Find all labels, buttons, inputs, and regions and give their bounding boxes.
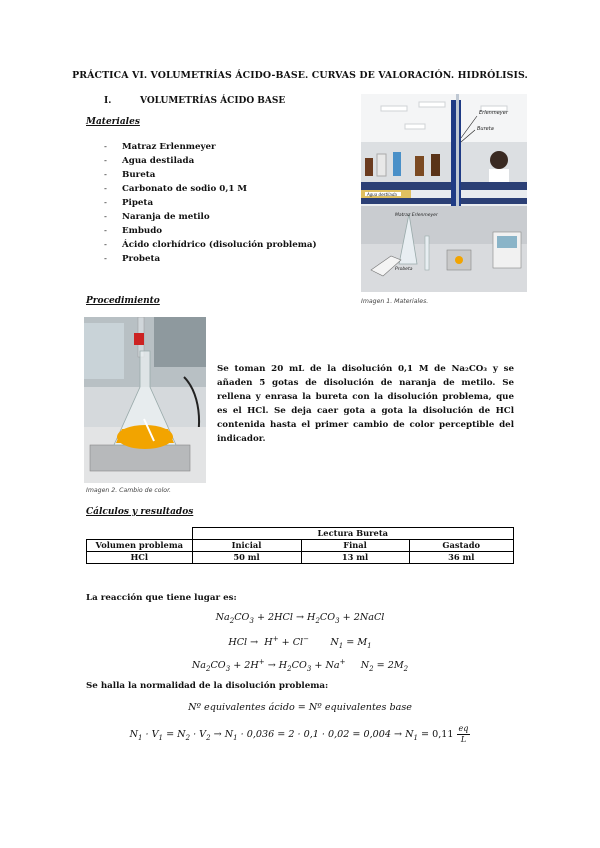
materials-heading: Materiales — [86, 117, 140, 127]
list-item: - Bureta — [104, 170, 156, 180]
image-label: Bureta — [477, 126, 494, 132]
equation-normality: $N_1 \cdot V_1 = N_2 \cdot V_2 \to N_1 \cdot 0,036 = 2 \cdot 0,1 \cdot 0,02 = 0,004 \to N_1 = 0,11$ $\frac{eq}{L}$ — [129, 724, 469, 744]
reaction-intro: La reacción que tiene lugar es: — [86, 593, 237, 603]
results-table — [86, 527, 514, 564]
equation-1: $Na_2CO_3 + 2HCl \to H_2CO_3$ + 2NaCl — [215, 612, 385, 625]
procedure-text: Se toman 20 mL de la disolución 0,1 M de Na₂CO₃ y se añaden 5 gotas de disolución de naranja de metilo. Se rellena y enrasa la bureta con la disolución problema, que es el HCl. Se deja caer gota a gota la disolución de HCl contenida hasta el primer cambio de color perceptible del indicador. — [217, 364, 514, 444]
page-title: PRÁCTICA VI. VOLUMETRÍAS ÁCIDO-BASE. CURVAS DE VALORACIÓN. HIDRÓLISIS. — [72, 70, 528, 81]
procedure-heading: Procedimiento — [86, 296, 160, 306]
table-cell: 36 ml — [409, 552, 514, 564]
image-label: Agua destilada — [367, 192, 397, 197]
image-label: Probeta — [395, 267, 413, 272]
table-row — [87, 552, 514, 564]
list-item: - Agua destilada — [104, 156, 195, 166]
image-caption: Imagen 2. Cambio de color. — [86, 487, 172, 494]
normality-intro: Se halla la normalidad de la disolución problema: — [86, 681, 329, 691]
image-label: Matraz Erlenmeyer — [395, 213, 438, 218]
equation-3: $Na_2CO_3 + 2H^+ \to H_2CO_3 + Na^+$ $N_2 = 2M_2$ — [191, 658, 409, 674]
section-heading — [104, 96, 285, 106]
list-item: - Probeta — [104, 254, 161, 264]
materials-photo — [361, 94, 527, 292]
unit-fraction: $\frac{eq}{L}$ — [458, 724, 469, 744]
section-title: VOLUMETRÍAS ÁCIDO BASE — [140, 96, 286, 106]
list-item: - Embudo — [104, 226, 163, 236]
table-column-header: Gastado — [409, 540, 514, 552]
table-cell: 50 ml — [192, 552, 301, 564]
table-cell: HCl — [87, 552, 193, 564]
color-change-photo — [84, 317, 206, 483]
equation-equivalents: Nº equivalentes ácido = Nº equivalentes base — [188, 702, 412, 713]
section-number: I. — [104, 96, 112, 106]
image-label: Erlenmeyer — [479, 110, 508, 116]
table-cell: 13 ml — [301, 552, 409, 564]
list-item: - Carbonato de sodio 0,1 M — [104, 184, 248, 194]
table-column-header: Final — [301, 540, 409, 552]
table-group-header: Lectura Bureta — [192, 528, 514, 540]
equation-2: HCl → H+ + Cl− $N_1 = M_1$ — [228, 635, 372, 651]
result-value: 0,11 — [432, 729, 454, 740]
table-row-header: Volumen problema — [87, 540, 193, 552]
list-item: - Matraz Erlenmeyer — [104, 142, 216, 152]
results-heading: Cálculos y resultados — [86, 507, 194, 517]
list-item: - Pipeta — [104, 198, 154, 208]
table-column-header: Inicial — [192, 540, 301, 552]
list-item: - Ácido clorhídrico (disolución problema) — [104, 240, 317, 250]
materials-list — [104, 140, 317, 266]
image-caption: Imagen 1. Materiales. — [361, 298, 429, 305]
list-item: - Naranja de metilo — [104, 212, 210, 222]
